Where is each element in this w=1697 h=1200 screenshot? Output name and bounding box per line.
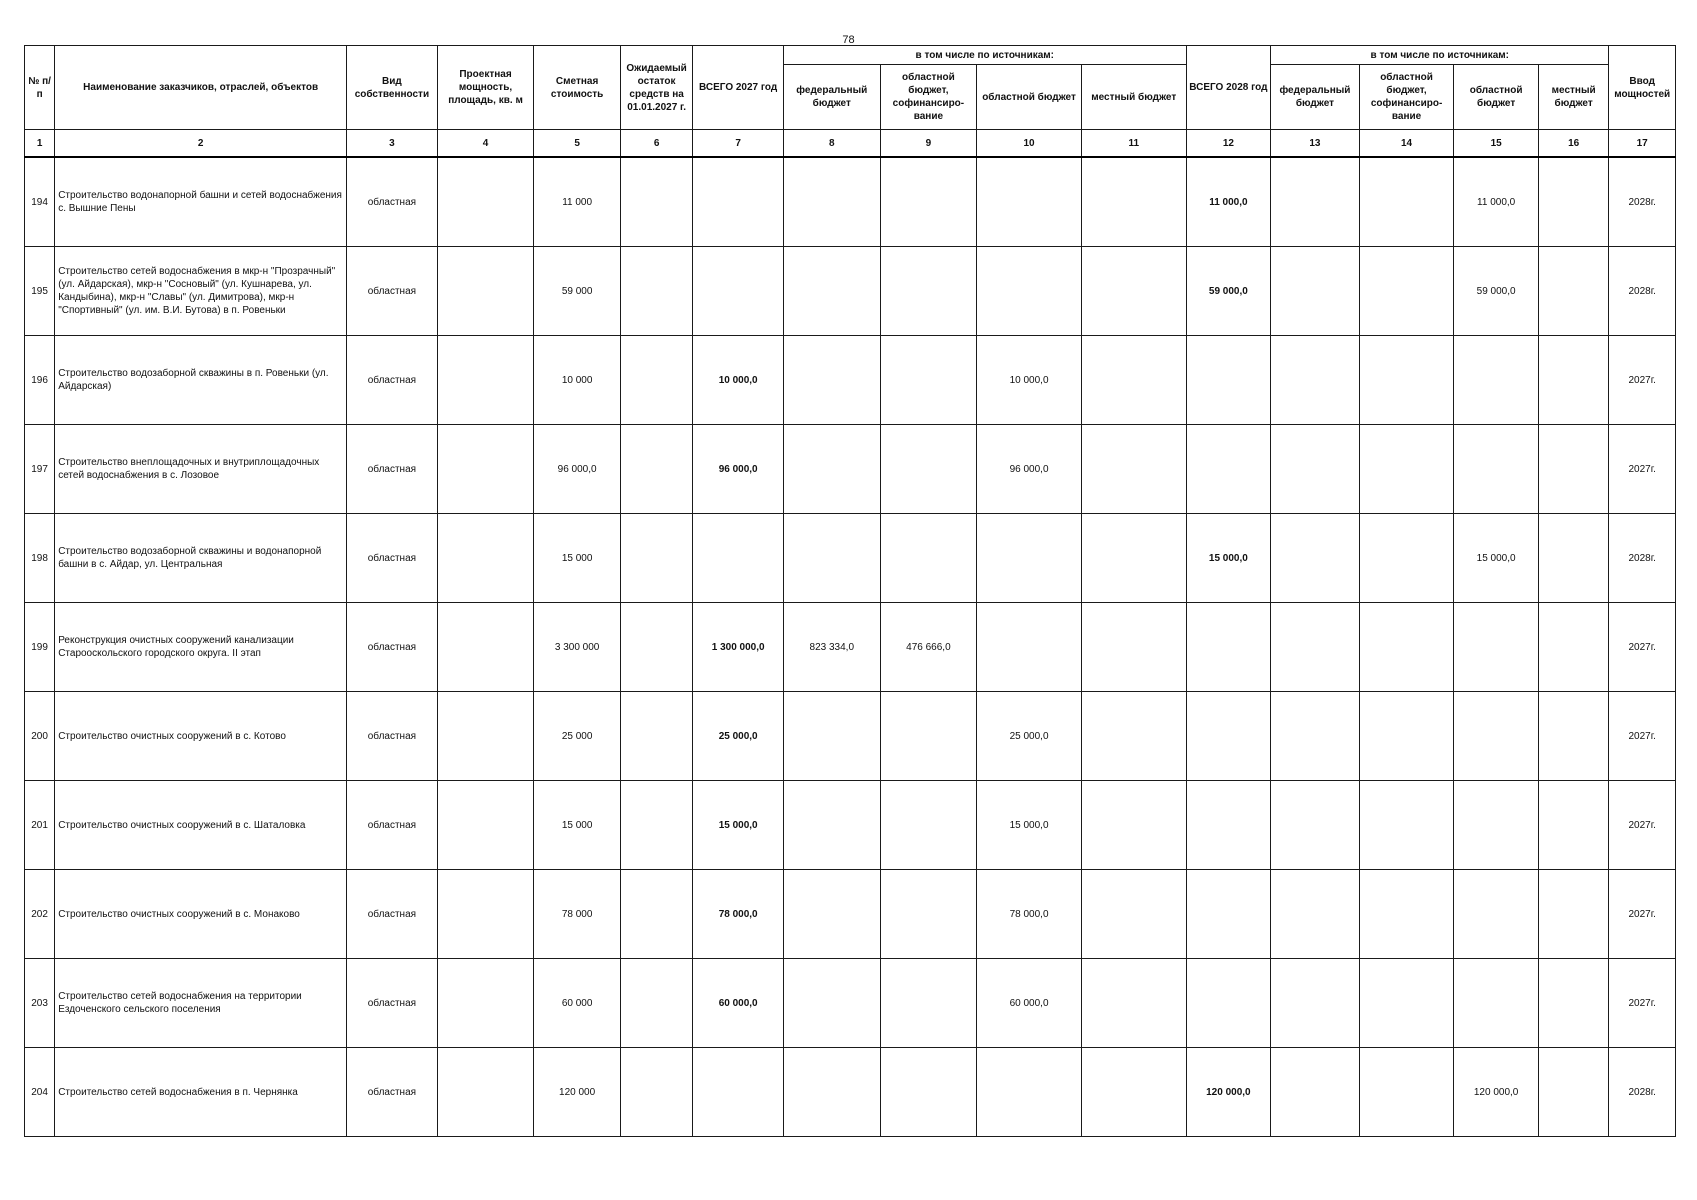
- total-2028: 59 000,0: [1186, 247, 1271, 336]
- header-total-2028: ВСЕГО 2028 год: [1186, 46, 1271, 130]
- regional-2028: [1454, 336, 1539, 425]
- capacity: [437, 603, 534, 692]
- object-name: Строительство сетей водоснабжения на территории Ездоченского сельского поселения: [55, 959, 347, 1048]
- cofinancing-2028: [1359, 336, 1454, 425]
- ownership: областная: [347, 870, 438, 959]
- ownership: областная: [347, 1048, 438, 1137]
- column-number: 8: [783, 130, 880, 158]
- ownership: областная: [347, 247, 438, 336]
- estimated-cost: 59 000: [534, 247, 621, 336]
- local-2028: [1538, 603, 1608, 692]
- regional-2028: 120 000,0: [1454, 1048, 1539, 1137]
- federal-2027: [783, 514, 880, 603]
- regional-2028: [1454, 603, 1539, 692]
- local-2027: [1081, 247, 1186, 336]
- federal-2027: [783, 247, 880, 336]
- expected-balance: [620, 781, 692, 870]
- commissioning-year: 2027г.: [1609, 692, 1676, 781]
- federal-2028: [1271, 870, 1360, 959]
- total-2027: 15 000,0: [693, 781, 784, 870]
- local-2028: [1538, 425, 1608, 514]
- cofinancing-2027: [880, 959, 977, 1048]
- table-row: [25, 870, 1676, 959]
- regional-2027: [977, 247, 1082, 336]
- page-number: 78: [842, 34, 855, 46]
- capacity: [437, 870, 534, 959]
- row-number: 194: [25, 157, 55, 247]
- object-name: Строительство водонапорной башни и сетей водоснабжения с. Вышние Пены: [55, 157, 347, 247]
- cofinancing-2028: [1359, 514, 1454, 603]
- regional-2027: [977, 514, 1082, 603]
- total-2028: [1186, 603, 1271, 692]
- header-num: № п/п: [25, 46, 55, 130]
- object-name: Строительство сетей водоснабжения в мкр-н "Прозрачный" (ул. Айдарская), мкр-н "Сосновый" (ул. Кушнарева, ул. Кандыбина), мкр-н "Славы" (ул. Димитрова), мкр-н "Спортивный" (ул. им. В.И. Бутова) в п. Ровеньки: [55, 247, 347, 336]
- cofinancing-2027: [880, 425, 977, 514]
- local-2027: [1081, 157, 1186, 247]
- cofinancing-2028: [1359, 870, 1454, 959]
- ownership: областная: [347, 781, 438, 870]
- investment-table: [24, 45, 1676, 1137]
- table-row: [25, 1048, 1676, 1137]
- commissioning-year: 2027г.: [1609, 603, 1676, 692]
- column-number: 2: [55, 130, 347, 158]
- row-number: 201: [25, 781, 55, 870]
- ownership: областная: [347, 425, 438, 514]
- regional-2027: [977, 1048, 1082, 1137]
- estimated-cost: 15 000: [534, 514, 621, 603]
- header-federal-2027: федеральный бюджет: [783, 65, 880, 130]
- federal-2027: [783, 1048, 880, 1137]
- table-row: [25, 959, 1676, 1048]
- local-2027: [1081, 603, 1186, 692]
- expected-balance: [620, 1048, 692, 1137]
- expected-balance: [620, 157, 692, 247]
- ownership: областная: [347, 336, 438, 425]
- capacity: [437, 157, 534, 247]
- header-sources-2028: в том числе по источникам:: [1271, 46, 1609, 65]
- federal-2027: [783, 870, 880, 959]
- commissioning-year: 2027г.: [1609, 870, 1676, 959]
- header-commissioning: Ввод мощностей: [1609, 46, 1676, 130]
- local-2028: [1538, 247, 1608, 336]
- ownership: областная: [347, 692, 438, 781]
- local-2027: [1081, 514, 1186, 603]
- ownership: областная: [347, 959, 438, 1048]
- total-2027: [693, 514, 784, 603]
- column-number: 3: [347, 130, 438, 158]
- regional-2027: 25 000,0: [977, 692, 1082, 781]
- federal-2028: [1271, 247, 1360, 336]
- regional-2027: 78 000,0: [977, 870, 1082, 959]
- object-name: Строительство водозаборной скважины в п. Ровеньки (ул. Айдарская): [55, 336, 347, 425]
- column-number: 1: [25, 130, 55, 158]
- object-name: Строительство очистных сооружений в с. Котово: [55, 692, 347, 781]
- column-number: 12: [1186, 130, 1271, 158]
- table-row: [25, 692, 1676, 781]
- cofinancing-2028: [1359, 247, 1454, 336]
- total-2027: [693, 1048, 784, 1137]
- header-local-2028: местный бюджет: [1538, 65, 1608, 130]
- commissioning-year: 2028г.: [1609, 247, 1676, 336]
- header-estimated-cost: Сметная стоимость: [534, 46, 621, 130]
- commissioning-year: 2027г.: [1609, 959, 1676, 1048]
- regional-2028: [1454, 425, 1539, 514]
- regional-2027: 15 000,0: [977, 781, 1082, 870]
- total-2027: 25 000,0: [693, 692, 784, 781]
- federal-2028: [1271, 157, 1360, 247]
- total-2028: [1186, 870, 1271, 959]
- total-2028: [1186, 336, 1271, 425]
- total-2028: 11 000,0: [1186, 157, 1271, 247]
- cofinancing-2027: [880, 336, 977, 425]
- column-number: 17: [1609, 130, 1676, 158]
- table-row: [25, 603, 1676, 692]
- local-2028: [1538, 692, 1608, 781]
- cofinancing-2027: [880, 870, 977, 959]
- local-2028: [1538, 514, 1608, 603]
- local-2027: [1081, 336, 1186, 425]
- column-number: 9: [880, 130, 977, 158]
- table-row: [25, 157, 1676, 247]
- capacity: [437, 247, 534, 336]
- row-number: 197: [25, 425, 55, 514]
- capacity: [437, 781, 534, 870]
- federal-2027: 823 334,0: [783, 603, 880, 692]
- cofinancing-2028: [1359, 959, 1454, 1048]
- header-federal-2028: федеральный бюджет: [1271, 65, 1360, 130]
- column-number: 5: [534, 130, 621, 158]
- header-cofinancing-2027: областной бюджет, софинансиро-вание: [880, 65, 977, 130]
- federal-2028: [1271, 959, 1360, 1048]
- regional-2028: 59 000,0: [1454, 247, 1539, 336]
- commissioning-year: 2027г.: [1609, 336, 1676, 425]
- estimated-cost: 120 000: [534, 1048, 621, 1137]
- cofinancing-2028: [1359, 1048, 1454, 1137]
- object-name: Строительство водозаборной скважины и водонапорной башни в с. Айдар, ул. Центральная: [55, 514, 347, 603]
- column-number: 15: [1454, 130, 1539, 158]
- total-2027: 96 000,0: [693, 425, 784, 514]
- column-number: 6: [620, 130, 692, 158]
- estimated-cost: 15 000: [534, 781, 621, 870]
- local-2028: [1538, 781, 1608, 870]
- cofinancing-2027: [880, 247, 977, 336]
- capacity: [437, 514, 534, 603]
- federal-2027: [783, 692, 880, 781]
- row-number: 204: [25, 1048, 55, 1137]
- total-2028: [1186, 781, 1271, 870]
- capacity: [437, 692, 534, 781]
- expected-balance: [620, 603, 692, 692]
- column-number: 14: [1359, 130, 1454, 158]
- commissioning-year: 2028г.: [1609, 514, 1676, 603]
- local-2028: [1538, 1048, 1608, 1137]
- column-number: 13: [1271, 130, 1360, 158]
- total-2027: 78 000,0: [693, 870, 784, 959]
- expected-balance: [620, 514, 692, 603]
- row-number: 199: [25, 603, 55, 692]
- ownership: областная: [347, 514, 438, 603]
- row-number: 202: [25, 870, 55, 959]
- federal-2028: [1271, 336, 1360, 425]
- header-name: Наименование заказчиков, отраслей, объектов: [55, 46, 347, 130]
- object-name: Строительство внеплощадочных и внутриплощадочных сетей водоснабжения в с. Лозовое: [55, 425, 347, 514]
- total-2028: 120 000,0: [1186, 1048, 1271, 1137]
- object-name: Строительство очистных сооружений в с. Монаково: [55, 870, 347, 959]
- regional-2028: 15 000,0: [1454, 514, 1539, 603]
- cofinancing-2028: [1359, 425, 1454, 514]
- capacity: [437, 336, 534, 425]
- table-row: [25, 247, 1676, 336]
- local-2028: [1538, 157, 1608, 247]
- object-name: Строительство очистных сооружений в с. Шаталовка: [55, 781, 347, 870]
- regional-2027: 10 000,0: [977, 336, 1082, 425]
- row-number: 200: [25, 692, 55, 781]
- local-2027: [1081, 425, 1186, 514]
- column-number-row: [25, 130, 1676, 158]
- estimated-cost: 25 000: [534, 692, 621, 781]
- capacity: [437, 1048, 534, 1137]
- ownership: областная: [347, 603, 438, 692]
- column-number: 11: [1081, 130, 1186, 158]
- commissioning-year: 2027г.: [1609, 781, 1676, 870]
- cofinancing-2027: [880, 781, 977, 870]
- header-cofinancing-2028: областной бюджет, софинансиро-вание: [1359, 65, 1454, 130]
- total-2027: 1 300 000,0: [693, 603, 784, 692]
- regional-2027: 96 000,0: [977, 425, 1082, 514]
- header-total-2027: ВСЕГО 2027 год: [693, 46, 784, 130]
- row-number: 195: [25, 247, 55, 336]
- expected-balance: [620, 692, 692, 781]
- regional-2028: [1454, 692, 1539, 781]
- regional-2028: [1454, 959, 1539, 1048]
- local-2028: [1538, 336, 1608, 425]
- column-number: 7: [693, 130, 784, 158]
- column-number: 16: [1538, 130, 1608, 158]
- table-row: [25, 514, 1676, 603]
- expected-balance: [620, 870, 692, 959]
- total-2027: [693, 247, 784, 336]
- federal-2028: [1271, 514, 1360, 603]
- header-sources-2027: в том числе по источникам:: [783, 46, 1186, 65]
- table-row: [25, 336, 1676, 425]
- regional-2027: [977, 157, 1082, 247]
- header-regional-2027: областной бюджет: [977, 65, 1082, 130]
- column-number: 4: [437, 130, 534, 158]
- row-number: 196: [25, 336, 55, 425]
- local-2027: [1081, 781, 1186, 870]
- federal-2028: [1271, 603, 1360, 692]
- estimated-cost: 78 000: [534, 870, 621, 959]
- total-2028: [1186, 425, 1271, 514]
- cofinancing-2027: [880, 692, 977, 781]
- capacity: [437, 959, 534, 1048]
- total-2028: [1186, 959, 1271, 1048]
- regional-2028: 11 000,0: [1454, 157, 1539, 247]
- cofinancing-2028: [1359, 692, 1454, 781]
- column-number: 10: [977, 130, 1082, 158]
- total-2027: 60 000,0: [693, 959, 784, 1048]
- cofinancing-2027: [880, 514, 977, 603]
- federal-2028: [1271, 692, 1360, 781]
- local-2027: [1081, 870, 1186, 959]
- federal-2027: [783, 959, 880, 1048]
- cofinancing-2027: [880, 157, 977, 247]
- capacity: [437, 425, 534, 514]
- federal-2028: [1271, 781, 1360, 870]
- row-number: 203: [25, 959, 55, 1048]
- estimated-cost: 10 000: [534, 336, 621, 425]
- expected-balance: [620, 959, 692, 1048]
- local-2027: [1081, 1048, 1186, 1137]
- header-ownership: Вид собственности: [347, 46, 438, 130]
- table-row: [25, 425, 1676, 514]
- federal-2028: [1271, 425, 1360, 514]
- cofinancing-2028: [1359, 157, 1454, 247]
- regional-2028: [1454, 781, 1539, 870]
- header-regional-2028: областной бюджет: [1454, 65, 1539, 130]
- expected-balance: [620, 336, 692, 425]
- federal-2027: [783, 425, 880, 514]
- cofinancing-2028: [1359, 781, 1454, 870]
- commissioning-year: 2028г.: [1609, 157, 1676, 247]
- row-number: 198: [25, 514, 55, 603]
- federal-2027: [783, 157, 880, 247]
- federal-2027: [783, 336, 880, 425]
- total-2028: [1186, 692, 1271, 781]
- ownership: областная: [347, 157, 438, 247]
- local-2027: [1081, 692, 1186, 781]
- header-local-2027: местный бюджет: [1081, 65, 1186, 130]
- estimated-cost: 60 000: [534, 959, 621, 1048]
- commissioning-year: 2027г.: [1609, 425, 1676, 514]
- estimated-cost: 96 000,0: [534, 425, 621, 514]
- regional-2027: 60 000,0: [977, 959, 1082, 1048]
- header-expected-balance: Ожидаемый остаток средств на 01.01.2027 г.: [620, 46, 692, 130]
- local-2028: [1538, 959, 1608, 1048]
- total-2027: 10 000,0: [693, 336, 784, 425]
- regional-2027: [977, 603, 1082, 692]
- table-row: [25, 781, 1676, 870]
- expected-balance: [620, 425, 692, 514]
- federal-2028: [1271, 1048, 1360, 1137]
- federal-2027: [783, 781, 880, 870]
- commissioning-year: 2028г.: [1609, 1048, 1676, 1137]
- estimated-cost: 11 000: [534, 157, 621, 247]
- object-name: Строительство сетей водоснабжения в п. Чернянка: [55, 1048, 347, 1137]
- total-2027: [693, 157, 784, 247]
- regional-2028: [1454, 870, 1539, 959]
- cofinancing-2027: [880, 1048, 977, 1137]
- total-2028: 15 000,0: [1186, 514, 1271, 603]
- local-2027: [1081, 959, 1186, 1048]
- estimated-cost: 3 300 000: [534, 603, 621, 692]
- local-2028: [1538, 870, 1608, 959]
- cofinancing-2028: [1359, 603, 1454, 692]
- header-capacity: Проектная мощность, площадь, кв. м: [437, 46, 534, 130]
- cofinancing-2027: 476 666,0: [880, 603, 977, 692]
- object-name: Реконструкция очистных сооружений канализации Старооскольского городского округа. II этап: [55, 603, 347, 692]
- expected-balance: [620, 247, 692, 336]
